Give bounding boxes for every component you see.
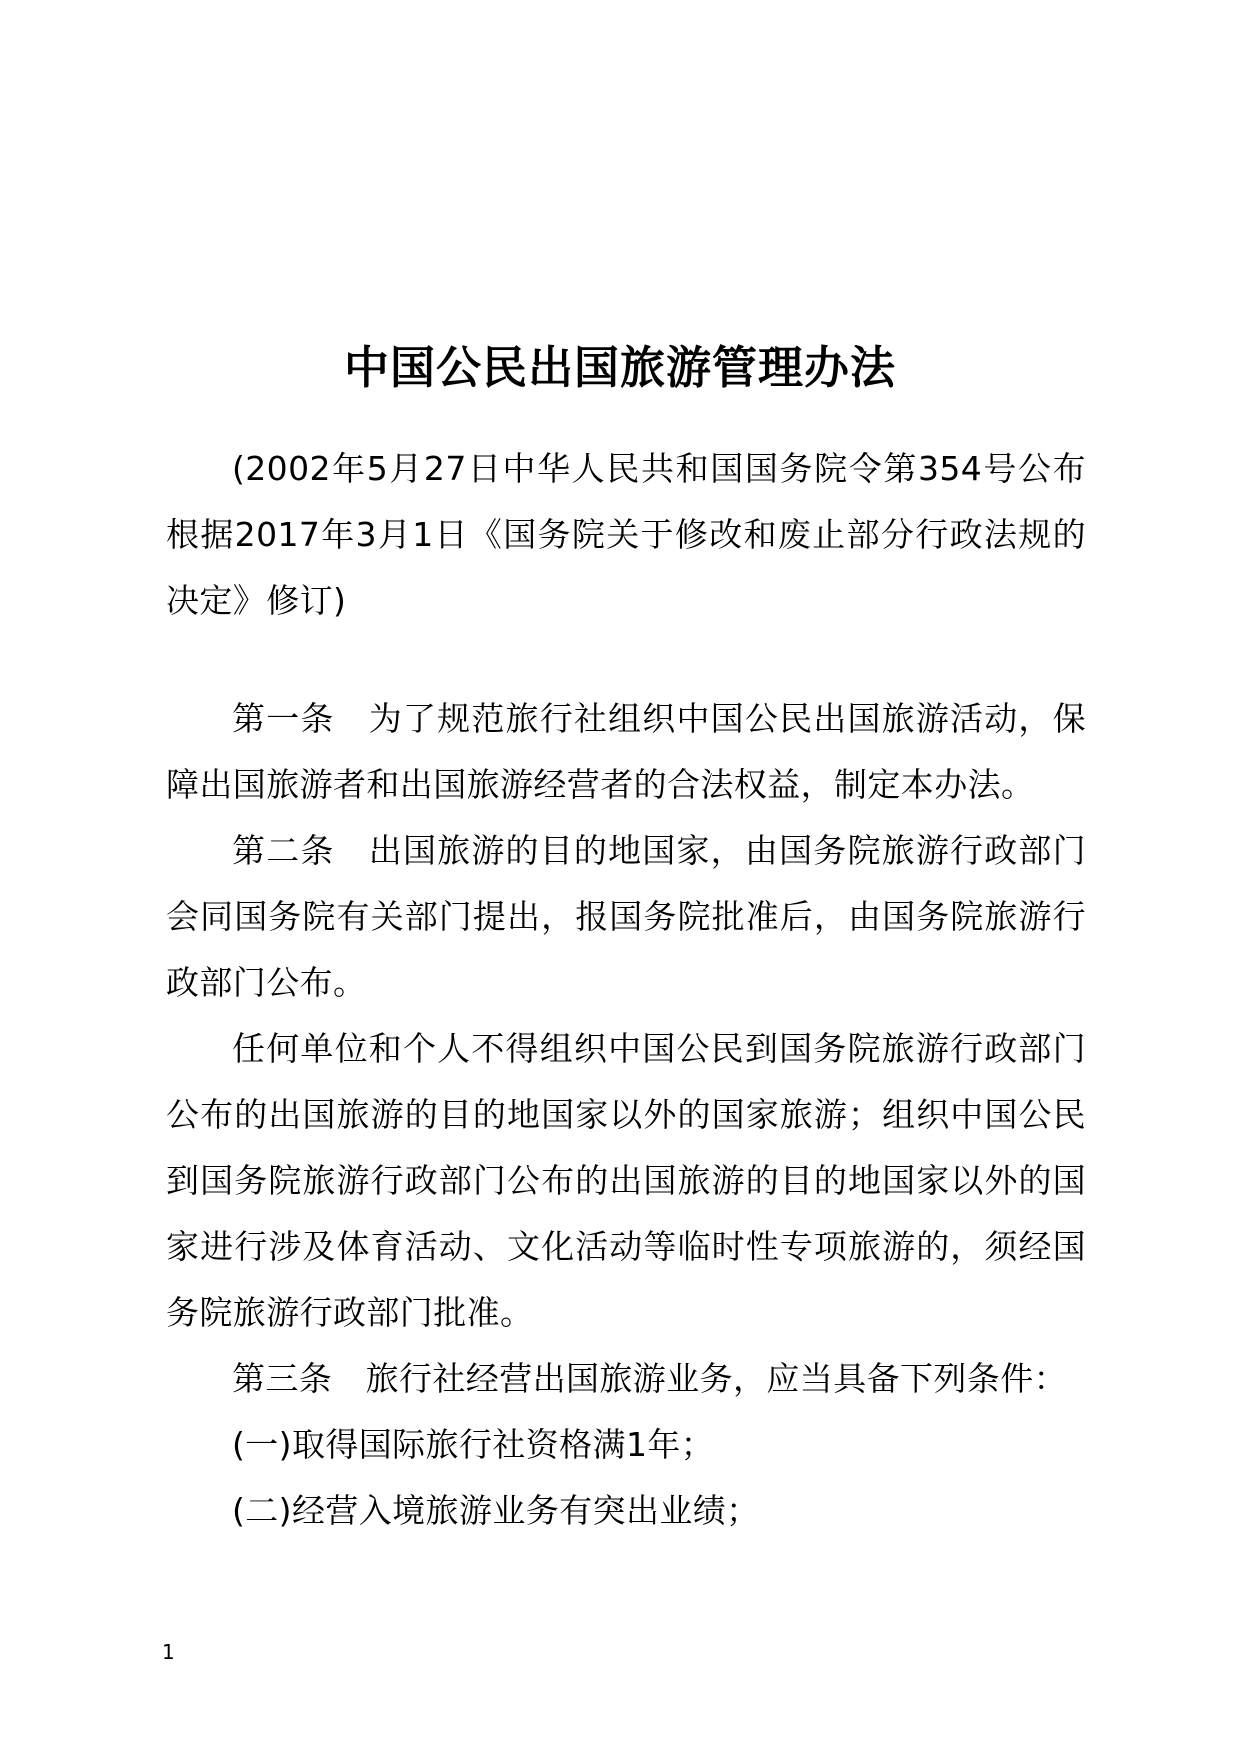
revision-note: (2002年5月27日中华人民共和国国务院令第354号公布 根据2017年3月1日《国务院关于修改和废止部分行政法规的决定》修订) <box>166 449 1120 620</box>
article-paragraph: 第一条 为了规范旅行社组织中国公民出国旅游活动，保障出国旅游者和出国旅游经营者的合法权益，制定本办法。 <box>166 699 1086 804</box>
article-paragraph: 任何单位和个人不得组织中国公民到国务院旅游行政部门公布的出国旅游的目的地国家以外的国家旅游；组织中国公民到国务院旅游行政部门公布的出国旅游的目的地国家以外的国家进行涉及体育活动、文化活动等临时性专项旅游的，须经国务院旅游行政部门批准。 <box>166 1029 1086 1332</box>
condition-item: (二)经营入境旅游业务有突出业绩； <box>232 1491 760 1530</box>
article-paragraph: 第二条 出国旅游的目的地国家，由国务院旅游行政部门会同国务院有关部门提出，报国务院批准后，由国务院旅游行政部门公布。 <box>166 831 1086 1002</box>
article-paragraph: 第三条 旅行社经营出国旅游业务，应当具备下列条件： <box>232 1359 1067 1398</box>
article-body <box>166 686 1086 1544</box>
page-number: 1 <box>162 1640 175 1664</box>
condition-item: (一)取得国际旅行社资格满1年； <box>232 1425 715 1464</box>
revision-note-block <box>166 436 1120 634</box>
document-title: 中国公民出国旅游管理办法 <box>343 341 896 395</box>
